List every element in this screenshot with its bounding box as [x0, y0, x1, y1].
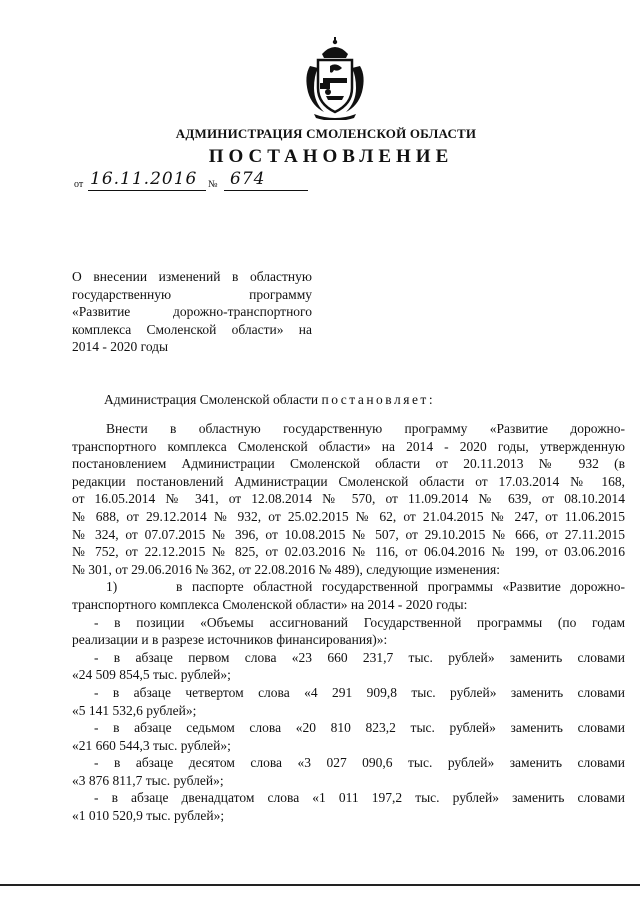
body-line: № 324, от 07.07.2015 № 396, от 10.08.2015 № 507, от 29.10.2015 № 666, от 27.11.2015 [72, 526, 625, 542]
date-value: 16.11.2016 [90, 169, 198, 189]
body-line: от 16.05.2014 № 341, от 12.08.2014 № 570, от 11.09.2014 № 639, от 08.10.2014 [72, 491, 625, 507]
body-line: реализации и в разрезе источников финансирования)»: [72, 632, 388, 648]
number-label: № [208, 179, 218, 190]
body-line: - в абзаце четвертом слова «4 291 909,8 тыс. рублей» заменить словами [94, 684, 625, 700]
subject-line: комплекса Смоленской области» на [72, 321, 312, 337]
scan-edge-line [0, 884, 640, 886]
date-number-line [74, 170, 334, 194]
body-line: «21 660 544,3 тыс. рублей»; [72, 737, 231, 753]
subject-line: «Развитие дорожно-транспортного [72, 304, 312, 319]
preamble-text: Администрация Смоленской области [104, 392, 319, 407]
body-line: Внести в областную государственную программу «Развитие дорожно- [106, 421, 625, 436]
body-line: - в позиции «Объемы ассигнований Государственной программы (по годам [94, 614, 625, 630]
body-line: транспортного комплекса Смоленской области» на 2014 - 2020 годы, утвержденную [72, 438, 625, 454]
body-line: № 752, от 22.12.2015 № 825, от 02.03.2016 № 116, от 06.04.2016 № 199, от 03.06.2016 [72, 544, 625, 560]
body-line: «1 010 520,9 тыс. рублей»; [72, 808, 225, 824]
number-value: 674 [230, 169, 266, 189]
body-line: - в абзаце седьмом слова «20 810 823,2 тыс. рублей» заменить словами [94, 720, 625, 736]
preamble-resolves: постановляет: [321, 392, 436, 407]
body-line: «3 876 811,7 тыс. рублей»; [72, 772, 224, 788]
subject-line: О внесении изменений в областную [72, 269, 312, 284]
body-line: редакции постановлений Администрации Смоленской области от 17.03.2014 № 168, [72, 473, 625, 489]
organization-title: АДМИНИСТРАЦИЯ СМОЛЕНСКОЙ ОБЛАСТИ [175, 126, 477, 141]
document-type-title: ПОСТАНОВЛЕНИЕ [208, 146, 454, 167]
body-line: № 301, от 29.06.2016 № 362, от 22.08.2016 № 489), следующие изменения: [72, 561, 500, 577]
list-item-1 [72, 578, 625, 596]
body-line: в паспорте областной государственной программы «Развитие дорожно- [176, 579, 625, 595]
date-label: от [74, 179, 84, 190]
body-line: «5 141 532,6 рублей»; [72, 702, 197, 718]
body-line: постановлением Администрации Смоленской области от 20.11.2013 № 932 (в [72, 456, 625, 472]
body-line: транспортного комплекса Смоленской области» на 2014 - 2020 годы: [72, 596, 468, 612]
date-underline [88, 190, 206, 191]
body-line: - в абзаце первом слова «23 660 231,7 тыс. рублей» заменить словами [94, 649, 625, 665]
body-line: - в абзаце десятом слова «3 027 090,6 тыс. рублей» заменить словами [94, 755, 625, 771]
body-line: «24 509 854,5 тыс. рублей»; [72, 667, 231, 683]
document-body [72, 420, 625, 825]
list-item-number: 1) [106, 579, 118, 595]
preamble [104, 392, 435, 408]
smolensk-coat-of-arms-emblem [300, 36, 370, 120]
subject-line: государственную программу [72, 286, 312, 302]
subject-line: 2014 - 2020 годы [72, 339, 169, 354]
body-line: № 688, от 29.12.2014 № 932, от 25.02.2015 № 62, от 21.04.2015 № 247, от 11.06.2015 [72, 508, 625, 524]
number-underline [224, 190, 308, 191]
document-subject [72, 268, 312, 356]
body-line: - в абзаце двенадцатом слова «1 011 197,2 тыс. рублей» заменить словами [94, 790, 625, 806]
